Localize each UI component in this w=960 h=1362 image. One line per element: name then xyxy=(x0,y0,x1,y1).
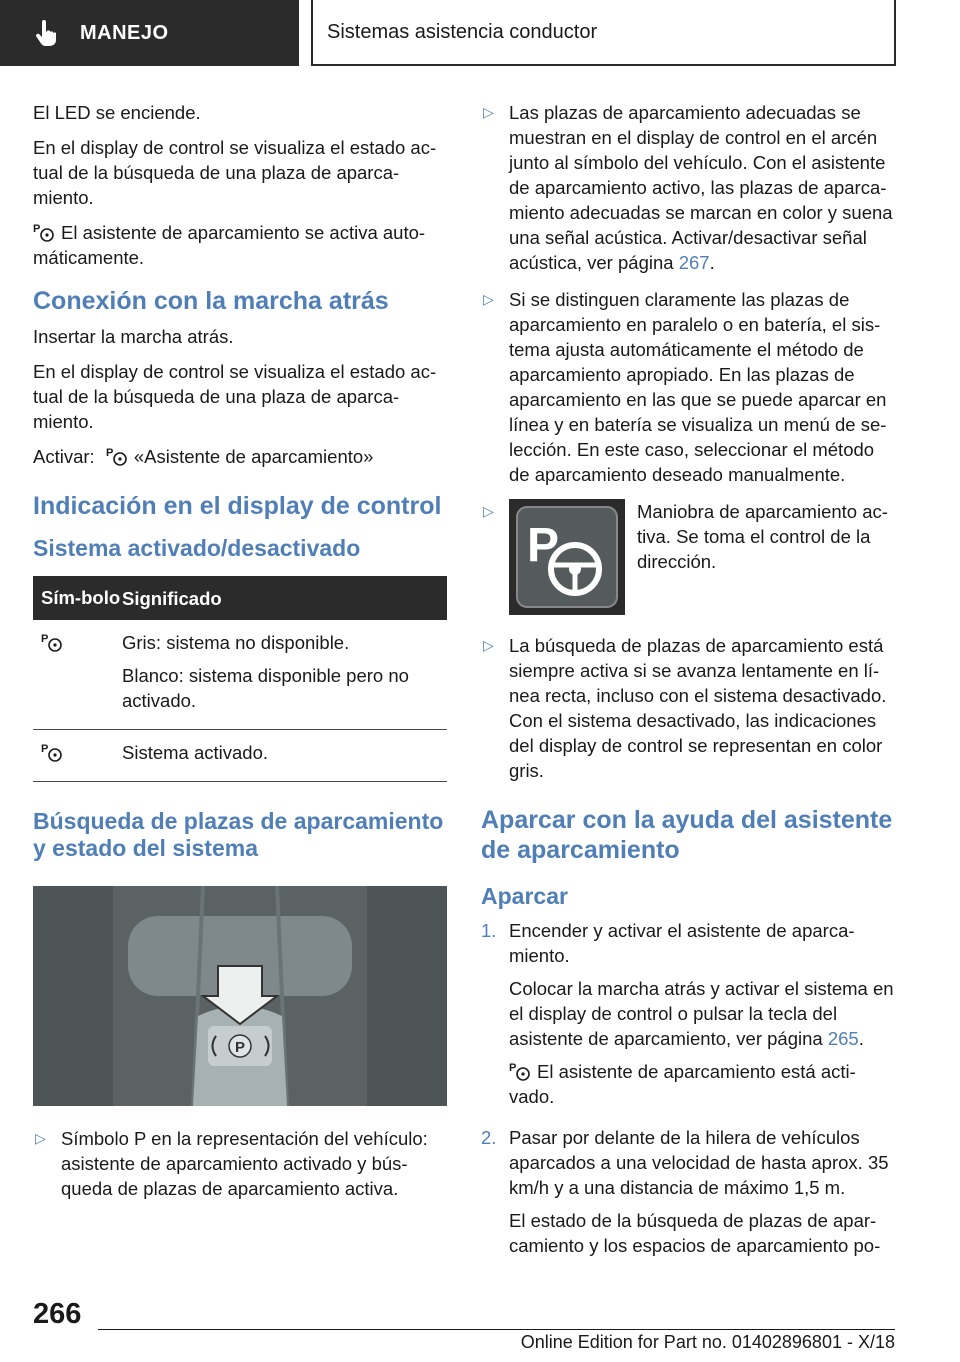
table-cell-symbol xyxy=(33,740,122,773)
triangle-bullet-icon: ▷ xyxy=(483,291,494,307)
list-item xyxy=(481,633,895,783)
table-header-symbol: Sím-bolo xyxy=(41,587,121,608)
heading-park: Aparcar xyxy=(481,883,568,909)
heading-park-assist: Aparcar con la ayuda del asistente de aparcamiento xyxy=(481,806,893,864)
triangle-bullet-icon: ▷ xyxy=(35,1130,46,1146)
svg-text:P: P xyxy=(41,743,49,755)
right-column xyxy=(481,100,895,1274)
list-item xyxy=(481,499,895,615)
meaning-text: Blanco: sistema disponible pero no activado. xyxy=(122,665,409,711)
triangle-bullet-icon: ▷ xyxy=(483,104,494,120)
numbered-step xyxy=(481,918,895,1117)
park-assist-icon xyxy=(33,221,55,243)
list-item-body: Maniobra de aparcamiento ac-tiva. Se toma el control de la dirección. xyxy=(637,501,888,572)
hand-pointer-icon xyxy=(32,18,62,48)
list-item xyxy=(33,1126,447,1201)
list-item xyxy=(481,287,895,487)
subsection-title: Sistemas asistencia conductor xyxy=(327,20,598,43)
paragraph: En el display de control se visualiza el estado ac-tual de la búsqueda de una plaza de aparca-miento. xyxy=(33,137,437,208)
svg-text:P: P xyxy=(41,633,49,645)
step-body xyxy=(509,918,895,1117)
step-text xyxy=(509,1059,895,1109)
meaning-text: Sistema activado. xyxy=(122,742,269,763)
footer-divider xyxy=(98,1329,895,1330)
paragraph: El LED se enciende. xyxy=(33,102,201,123)
step-number: 2. xyxy=(481,1127,497,1148)
triangle-bullet-icon: ▷ xyxy=(483,637,494,653)
table-header xyxy=(33,576,447,620)
step-text: Pasar por delante de la hilera de vehículos aparcados a una velocidad de hasta aprox. 35 km/h y a una distancia de máximo 1,5 m. xyxy=(509,1127,889,1198)
step-text: Colocar la marcha atrás y activar el sistema en el display de control o pulsar la tecla del asistente de aparcamiento, ver página 265. xyxy=(509,978,894,1049)
subsection-box xyxy=(311,0,896,66)
step-text-body: Colocar la marcha atrás y activar el sistema en el display de control o pulsar la tecla del asistente de aparcamiento, ver página xyxy=(509,978,894,1049)
section-tab xyxy=(0,0,299,66)
list-item-with-image xyxy=(509,499,895,615)
step-text-body: El asistente de aparcamiento está acti-vado. xyxy=(509,1061,856,1107)
svg-text:P: P xyxy=(509,1062,517,1074)
svg-text:P: P xyxy=(33,223,41,235)
step-body xyxy=(509,1125,895,1266)
activate-menu-item: «Asistente de aparcamiento» xyxy=(133,446,374,467)
table-row xyxy=(33,730,447,782)
page-number: 266 xyxy=(33,1298,82,1330)
heading-reverse-gear: Conexión con la marcha atrás xyxy=(33,287,389,315)
step-text: El estado de la búsqueda de plazas de apar-camiento y los espacios de aparcamiento po- xyxy=(509,1210,881,1256)
page-link-265[interactable]: 265 xyxy=(827,1028,859,1049)
page-header xyxy=(0,0,960,66)
table-cell-meaning xyxy=(122,630,447,721)
paragraph: En el display de control se visualiza el estado ac-tual de la búsqueda de una plaza de aparca-miento. xyxy=(33,361,437,432)
edition-text: Online Edition for Part no. 01402896801 - X/18 xyxy=(520,1332,895,1352)
parking-display-image xyxy=(33,886,447,1106)
table-cell-symbol xyxy=(33,630,122,721)
list-item-text: La búsqueda de plazas de aparcamiento está siempre activa si se avanza lentamente en lí-nea recta, incluso con el sistema desactivado. Con el sistema desactivado, las indicaciones del display de control se representan en color gris. xyxy=(509,635,887,781)
heading-system-status: Sistema activado/desactivado xyxy=(33,535,361,561)
triangle-bullet-icon: ▷ xyxy=(483,503,494,519)
paragraph-text: El asistente de aparcamiento se activa auto-máticamente. xyxy=(33,222,426,268)
list-item-body: Las plazas de aparcamiento adecuadas se muestran en el display de control en el arcén junto al símbolo del vehículo. Con el asistente de aparcamiento activo, las plazas de aparca-miento adecuadas se marcan en color y suena una señal acústica. Activar/desactivar señal acústica, ver página xyxy=(509,102,893,273)
svg-text:P: P xyxy=(235,1039,246,1056)
left-column xyxy=(33,100,447,1213)
paragraph: Insertar la marcha atrás. xyxy=(33,326,234,347)
list-item-text: Símbolo P en la representación del vehículo: asistente de aparcamiento activado y bús-queda de plazas de aparcamiento activa. xyxy=(61,1128,428,1199)
meaning-text: Gris: sistema no disponible. xyxy=(122,632,350,653)
list-item xyxy=(481,100,895,275)
svg-text:P: P xyxy=(105,447,114,459)
list-item-text: Si se distinguen claramente las plazas de aparcamiento en paralelo o en batería, el sis-tema ajusta automáticamente el método de aparcamiento apropiado. En las plazas de aparcamiento en las que se puede aparcar en línea y en batería se visualiza un menú de se-lección. En este caso, seleccionar el método de aparcamiento deseado manualmente. xyxy=(509,289,887,485)
heading-display-indication: Indicación en el display de control xyxy=(33,492,442,520)
table-row xyxy=(33,620,447,730)
steering-p-icon xyxy=(509,499,625,615)
svg-text:P: P xyxy=(527,519,560,572)
table-cell-meaning xyxy=(122,740,447,773)
paragraph xyxy=(33,220,447,270)
section-title: MANEJO xyxy=(80,21,169,44)
park-assist-icon xyxy=(509,1060,531,1082)
paragraph xyxy=(33,444,447,469)
park-assist-active-icon xyxy=(41,741,63,763)
list-item-text: Las plazas de aparcamiento adecuadas se muestran en el display de control en el arcén junto al símbolo del vehículo. Con el asistente de aparcamiento activo, las plazas de aparca-miento adecuadas se marcan en color y suena una señal acústica. Activar/desactivar señal acústica, ver página 267. xyxy=(509,102,893,273)
step-text: Encender y activar el asistente de aparca-miento. xyxy=(509,920,855,966)
page-link-267[interactable]: 267 xyxy=(678,252,710,273)
symbol-table xyxy=(33,576,447,782)
numbered-step xyxy=(481,1125,895,1266)
park-assist-icon xyxy=(41,631,63,653)
park-assist-icon xyxy=(106,445,128,467)
table-header-meaning: Significado xyxy=(122,588,222,609)
step-number: 1. xyxy=(481,920,497,941)
heading-parking-search: Búsqueda de plazas de aparcamiento y estado del sistema xyxy=(33,808,444,861)
activate-label: Activar: xyxy=(33,446,95,467)
